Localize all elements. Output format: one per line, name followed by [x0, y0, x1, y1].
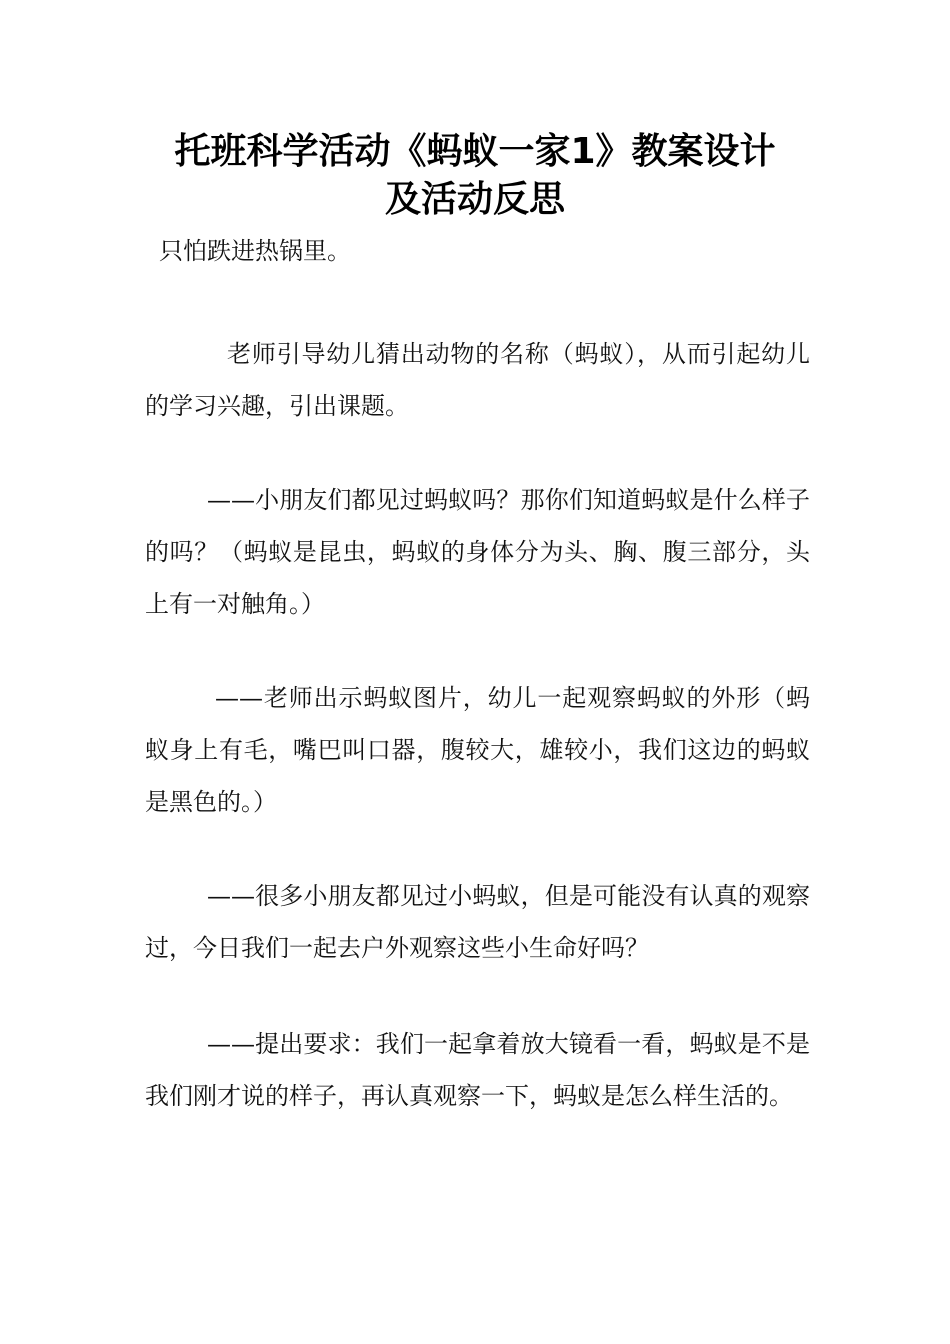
- document-title-line-1: 托班科学活动《蚂蚁一家1》教案设计: [174, 131, 776, 172]
- paragraph-3: ——小朋友们都见过蚂蚁吗？那你们知道蚂蚁是什么样子的吗？（蚂蚁是昆虫，蚂蚁的身体分为头、胸、腹三部分，头上有一对触角。）: [145, 486, 810, 618]
- paragraph-6: ——提出要求：我们一起拿着放大镜看一看，蚂蚁是不是我们刚才说的样子，再认真观察一下，蚂蚁是怎么样生活的。: [145, 1030, 810, 1110]
- paragraph-2: 老师引导幼儿猜出动物的名称（蚂蚁），从而引起幼儿的学习兴趣，引出课题。: [145, 340, 810, 420]
- paragraph-1: 只怕跌进热锅里。: [159, 237, 351, 265]
- paragraph-4: ——老师出示蚂蚁图片，幼儿一起观察蚂蚁的外形（蚂蚁身上有毛，嘴巴叫口器，腹较大，雄较小，我们这边的蚂蚁是黑色的。）: [145, 684, 810, 816]
- document-title-line-2: 及活动反思: [384, 179, 565, 220]
- paragraph-5: ——很多小朋友都见过小蚂蚁，但是可能没有认真的观察过，今日我们一起去户外观察这些小生命好吗？: [145, 882, 810, 962]
